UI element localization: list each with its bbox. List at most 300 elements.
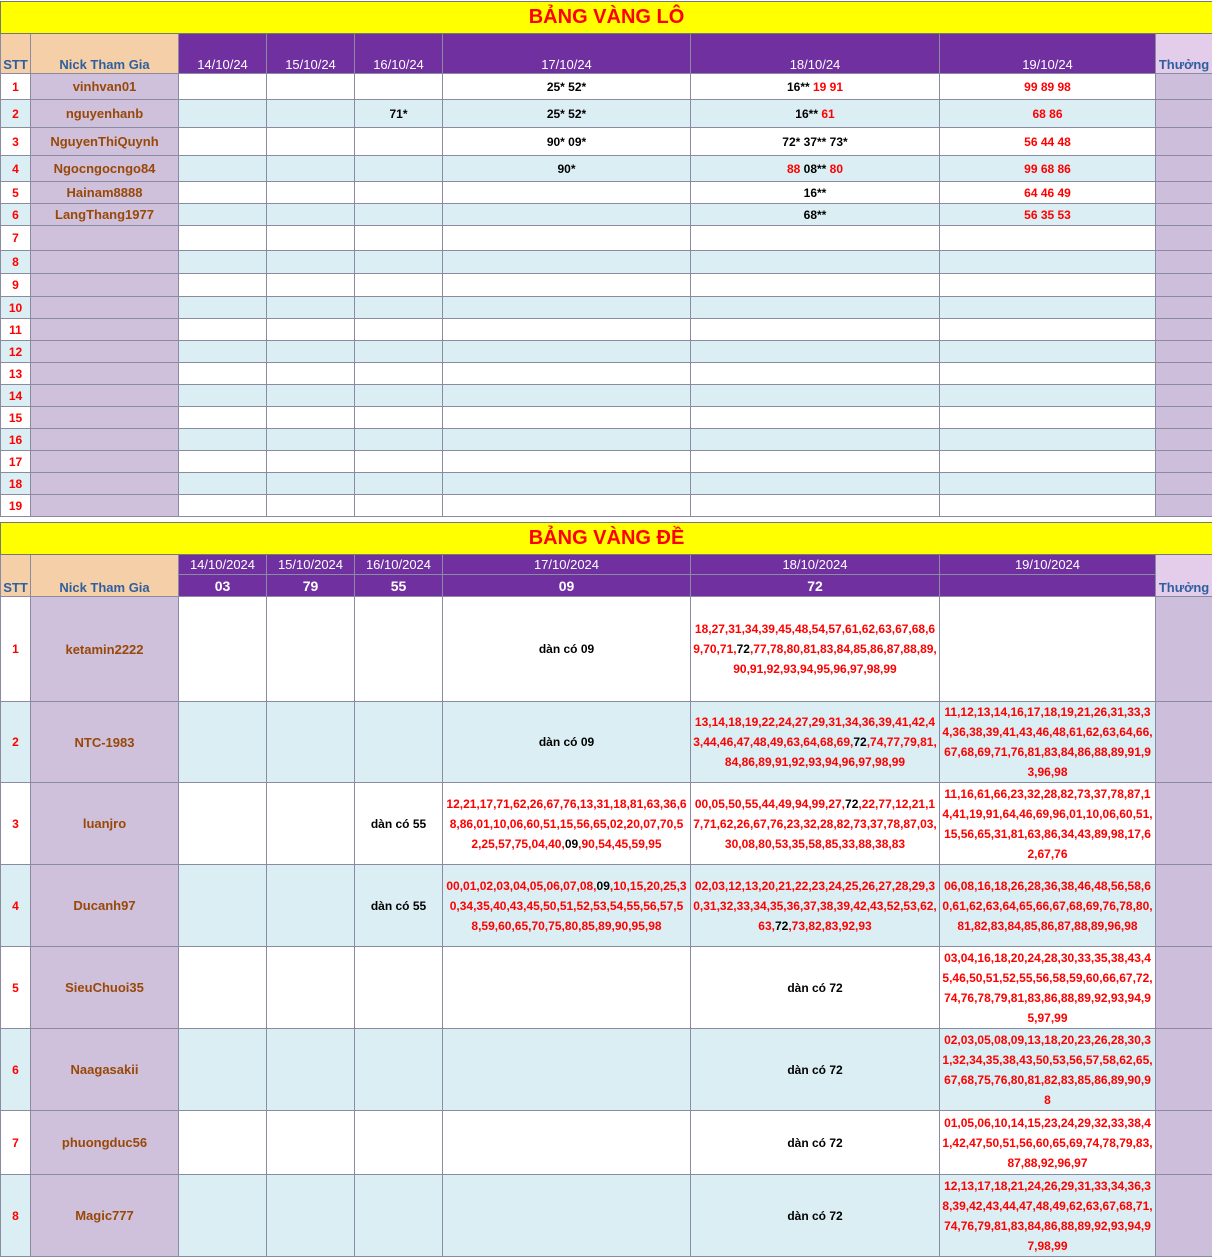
entry-text: 12,21,17,71,62,26,67,76,13,31,18,81,63,36,68,86,01,10,06,60,51,15,56,65,02,20,07,70,52,25,57,75,04,40, [446,796,687,851]
reward-cell [1156,473,1212,495]
entry-cell-day-1 [179,297,267,319]
entry-text: 16** [803,185,827,200]
row-number: 18 [1,473,31,495]
row-number: 19 [1,495,31,517]
entry-cell-day-5 [691,385,940,407]
entry-cell-day-1 [179,429,267,451]
table-row [1,865,1212,947]
entry-cell-day-2 [267,297,355,319]
lo-header-date-3: 16/10/24 [355,34,443,74]
nick-name [31,451,179,473]
de-header-date-3: 16/10/2024 [355,555,443,575]
reward-cell [1156,251,1212,274]
entry-cell-day-1 [179,865,267,947]
row-number: 6 [1,204,31,226]
entry-cell-day-6 [940,363,1156,385]
de-result-1: 03 [179,575,267,597]
entry-text: 08** [803,161,830,176]
nick-name [31,297,179,319]
nick-name: luanjro [31,783,179,865]
entry-text: 12,13,17,18,21,24,26,29,31,33,34,36,38,39,42,43,44,47,48,49,62,63,67,68,71,74,76,79,81,83,84,86,88,89,92,93,94,97,98,99 [942,1178,1153,1253]
reward-cell [1156,407,1212,429]
entry-cell-day-6 [940,473,1156,495]
nick-name: Hainam8888 [31,182,179,204]
entry-cell-day-3 [355,341,443,363]
entry-cell-day-6 [940,128,1156,156]
nick-name: nguyenhanb [31,100,179,128]
entry-cell-day-5 [691,274,940,297]
lo-title: BẢNG VÀNG LÔ [1,2,1212,34]
nick-name [31,407,179,429]
entry-text: 11,12,13,14,16,17,18,19,21,26,31,33,34,36,38,39,41,43,46,48,61,62,63,64,66,67,68,69,71,76,81,83,84,86,88,89,91,93,96,98 [942,705,1153,779]
nick-name [31,251,179,274]
entry-cell-day-2 [267,1111,355,1175]
entry-cell-day-4 [443,128,691,156]
entry-cell-day-4 [443,385,691,407]
row-number: 2 [1,100,31,128]
reward-cell [1156,495,1212,517]
entry-cell-day-2 [267,74,355,100]
entry-cell-day-4 [443,363,691,385]
entry-cell-day-5 [691,128,940,156]
entry-cell-day-5 [691,495,940,517]
entry-cell-day-4 [443,947,691,1029]
lo-body [1,74,1212,517]
entry-cell-day-1 [179,1175,267,1257]
entry-text: 90* [557,161,576,176]
reward-cell [1156,274,1212,297]
reward-cell [1156,74,1212,100]
entry-cell-day-5 [691,451,940,473]
entry-cell-day-6 [940,100,1156,128]
table-row [1,319,1212,341]
de-header-date-6: 19/10/2024 [940,555,1156,575]
entry-cell-day-6 [940,597,1156,702]
de-header-date-1: 14/10/2024 [179,555,267,575]
entry-text: 68** [803,207,827,222]
entry-text: 16** [795,106,822,121]
entry-cell-day-2 [267,865,355,947]
lo-header-thuong: Thưởng [1156,34,1212,74]
entry-cell-day-4 [443,407,691,429]
entry-text: 13,14,18,19,22,24,27,29,31,34,36,39,41,42,43,44,46,47,48,49,63,64,68,69, [693,715,936,749]
entry-cell-day-4 [443,865,691,947]
reward-cell [1156,385,1212,407]
entry-cell-day-1 [179,1111,267,1175]
entry-cell-day-3 [355,597,443,702]
entry-text: ,77,78,80,81,83,84,85,86,87,88,89,90,91,92,93,94,95,96,97,98,99 [733,642,937,676]
entry-cell-day-6 [940,74,1156,100]
entry-cell-day-2 [267,363,355,385]
table-row [1,182,1212,204]
entry-cell-day-4 [443,204,691,226]
entry-text: dàn có 72 [787,1135,843,1150]
entry-cell-day-6 [940,182,1156,204]
entry-cell-day-5 [691,1175,940,1257]
entry-text: 90* 09* [546,134,587,149]
entry-cell-day-5 [691,865,940,947]
entry-cell-day-3 [355,297,443,319]
de-result-6 [940,575,1156,597]
entry-text: 18,27,31,34,39,45,48,54,57,61,62,63,67,68,69,70,71, [693,622,936,656]
lo-header-date-1: 14/10/24 [179,34,267,74]
entry-cell-day-4 [443,297,691,319]
entry-cell-day-1 [179,451,267,473]
row-number: 2 [1,702,31,783]
entry-cell-day-6 [940,429,1156,451]
entry-cell-day-6 [940,1111,1156,1175]
table-row [1,297,1212,319]
entry-cell-day-1 [179,473,267,495]
reward-cell [1156,226,1212,251]
reward-cell [1156,1175,1212,1257]
table-row [1,1029,1212,1111]
entry-cell-day-1 [179,274,267,297]
entry-text: 00,05,50,55,44,49,94,99,27, [694,796,846,811]
entry-cell-day-1 [179,947,267,1029]
row-number: 3 [1,128,31,156]
entry-cell-day-1 [179,128,267,156]
entry-cell-day-5 [691,1111,940,1175]
row-number: 5 [1,947,31,1029]
reward-cell [1156,156,1212,182]
reward-cell [1156,1029,1212,1111]
entry-cell-day-2 [267,783,355,865]
entry-text: 72 [853,735,867,749]
de-header-thuong: Thưởng [1156,555,1212,597]
entry-cell-day-3 [355,407,443,429]
row-number: 9 [1,274,31,297]
entry-cell-day-1 [179,495,267,517]
row-number: 8 [1,1175,31,1257]
nick-name: LangThang1977 [31,204,179,226]
row-number: 1 [1,597,31,702]
entry-cell-day-2 [267,251,355,274]
reward-cell [1156,451,1212,473]
row-number: 7 [1,226,31,251]
nick-name: phuongduc56 [31,1111,179,1175]
entry-cell-day-5 [691,1029,940,1111]
entry-cell-day-6 [940,274,1156,297]
reward-cell [1156,341,1212,363]
entry-cell-day-2 [267,495,355,517]
entry-cell-day-2 [267,473,355,495]
entry-cell-day-4 [443,1029,691,1111]
de-result-3: 55 [355,575,443,597]
entry-text: ,10,15,20,25,30,34,35,40,43,45,50,51,52,53,54,55,56,57,58,59,60,65,70,75,80,85,89,90,95,98 [449,878,687,933]
table-row [1,1111,1212,1175]
entry-text: dàn có 09 [538,735,595,749]
entry-cell-day-1 [179,319,267,341]
entry-cell-day-3 [355,182,443,204]
lo-table [0,1,1212,517]
entry-cell-day-3 [355,702,443,783]
entry-cell-day-2 [267,182,355,204]
entry-cell-day-6 [940,341,1156,363]
table-row [1,495,1212,517]
entry-cell-day-6 [940,407,1156,429]
entry-cell-day-1 [179,702,267,783]
entry-text: ,90,54,45,59,95 [578,836,662,851]
entry-text: 99 68 86 [1024,161,1071,176]
entry-cell-day-5 [691,473,940,495]
entry-cell-day-3 [355,1175,443,1257]
entry-text: dàn có 55 [370,816,427,831]
entry-text: 06,08,16,18,26,28,36,38,46,48,56,58,60,61,62,63,64,65,66,67,68,69,76,78,80,81,82,83,84,85,86,87,88,89,96,98 [942,878,1153,933]
entry-cell-day-1 [179,182,267,204]
entry-cell-day-2 [267,407,355,429]
nick-name [31,385,179,407]
table-row [1,363,1212,385]
entry-cell-day-5 [691,204,940,226]
entry-cell-day-1 [179,74,267,100]
entry-cell-day-4 [443,251,691,274]
entry-text: 68 86 [1032,106,1063,121]
entry-cell-day-5 [691,251,940,274]
row-number: 16 [1,429,31,451]
de-result-2: 79 [267,575,355,597]
entry-cell-day-4 [443,100,691,128]
entry-text: dàn có 72 [787,1062,843,1077]
entry-cell-day-4 [443,226,691,251]
nick-name [31,473,179,495]
row-number: 14 [1,385,31,407]
entry-cell-day-3 [355,363,443,385]
nick-name: vinhvan01 [31,74,179,100]
entry-cell-day-4 [443,429,691,451]
entry-cell-day-6 [940,947,1156,1029]
entry-text: 02,03,12,13,20,21,22,23,24,25,26,27,28,29,30,31,32,33,34,35,36,37,38,39,42,43,52,53,62,63, [693,878,937,933]
reward-cell [1156,204,1212,226]
entry-cell-day-4 [443,1175,691,1257]
reward-cell [1156,865,1212,947]
entry-cell-day-5 [691,226,940,251]
entry-text: dàn có 72 [787,1208,843,1223]
entry-cell-day-5 [691,100,940,128]
entry-cell-day-6 [940,865,1156,947]
entry-cell-day-1 [179,251,267,274]
entry-cell-day-4 [443,783,691,865]
table-row [1,226,1212,251]
nick-name: Ducanh97 [31,865,179,947]
entry-cell-day-4 [443,597,691,702]
table-row [1,251,1212,274]
table-row [1,156,1212,182]
table-row [1,783,1212,865]
entry-cell-day-1 [179,363,267,385]
entry-cell-day-2 [267,226,355,251]
entry-cell-day-6 [940,297,1156,319]
entry-cell-day-3 [355,274,443,297]
entry-cell-day-5 [691,156,940,182]
entry-cell-day-3 [355,74,443,100]
row-number: 7 [1,1111,31,1175]
entry-cell-day-5 [691,319,940,341]
table-row [1,74,1212,100]
row-number: 3 [1,783,31,865]
entry-cell-day-2 [267,341,355,363]
entry-cell-day-5 [691,783,940,865]
entry-text: 00,01,02,03,04,05,06,07,08, [446,878,597,893]
row-number: 4 [1,156,31,182]
entry-cell-day-5 [691,947,940,1029]
entry-cell-day-2 [267,702,355,783]
entry-text: 72 [845,796,859,811]
entry-cell-day-6 [940,702,1156,783]
de-table [0,522,1212,1257]
entry-cell-day-4 [443,156,691,182]
entry-text: 72 [774,918,789,933]
row-number: 13 [1,363,31,385]
entry-text: ,22,77,12,21,17,71,62,26,67,76,23,32,28,82,73,37,78,87,03,30,08,80,53,35,58,85,33,88,38,83 [693,796,937,851]
entry-cell-day-1 [179,204,267,226]
nick-name: NguyenThiQuynh [31,128,179,156]
reward-cell [1156,319,1212,341]
entry-cell-day-2 [267,319,355,341]
table-row [1,451,1212,473]
entry-cell-day-3 [355,947,443,1029]
entry-text: 03,04,16,18,20,24,28,30,33,35,38,43,45,46,50,51,52,55,56,58,59,60,66,67,72,74,76,78,79,81,83,86,88,89,92,93,94,95,97,99 [942,950,1153,1025]
entry-cell-day-5 [691,297,940,319]
table-row [1,597,1212,702]
entry-text: dàn có 72 [787,980,843,995]
reward-cell [1156,128,1212,156]
reward-cell [1156,100,1212,128]
table-row [1,385,1212,407]
table-row [1,473,1212,495]
entry-cell-day-3 [355,1111,443,1175]
entry-cell-day-6 [940,783,1156,865]
entry-cell-day-6 [940,156,1156,182]
entry-text: 09 [596,878,610,893]
nick-name [31,274,179,297]
entry-cell-day-5 [691,341,940,363]
row-number: 1 [1,74,31,100]
entry-cell-day-2 [267,274,355,297]
table-row [1,407,1212,429]
table-row [1,429,1212,451]
entry-cell-day-1 [179,407,267,429]
entry-cell-day-3 [355,495,443,517]
entry-cell-day-2 [267,204,355,226]
entry-cell-day-6 [940,226,1156,251]
row-number: 15 [1,407,31,429]
entry-text: 80 [829,161,844,176]
entry-text: dàn có 09 [538,642,595,656]
row-number: 5 [1,182,31,204]
entry-text: 01,05,06,10,14,15,23,24,29,32,33,38,41,42,47,50,51,56,60,65,69,74,78,79,83,87,88,92,96,97 [942,1115,1153,1170]
entry-text: 25* 52* [546,79,587,94]
entry-text: 99 89 98 [1024,79,1071,94]
entry-cell-day-4 [443,702,691,783]
entry-text: 72 [736,642,750,656]
entry-cell-day-2 [267,1175,355,1257]
entry-cell-day-3 [355,865,443,947]
lo-header-date-6: 19/10/24 [940,34,1156,74]
entry-cell-day-1 [179,156,267,182]
entry-cell-day-2 [267,429,355,451]
row-number: 10 [1,297,31,319]
table-row [1,1175,1212,1257]
reward-cell [1156,429,1212,451]
row-number: 8 [1,251,31,274]
lo-header-date-4: 17/10/24 [443,34,691,74]
nick-name [31,429,179,451]
entry-cell-day-6 [940,495,1156,517]
entry-cell-day-6 [940,251,1156,274]
entry-text: 16** [786,79,813,94]
nick-name [31,341,179,363]
nick-name: Naagasakii [31,1029,179,1111]
reward-cell [1156,1111,1212,1175]
nick-name [31,495,179,517]
entry-cell-day-5 [691,182,940,204]
entry-cell-day-1 [179,597,267,702]
entry-cell-day-3 [355,1029,443,1111]
lo-header-date-2: 15/10/24 [267,34,355,74]
row-number: 4 [1,865,31,947]
row-number: 11 [1,319,31,341]
entry-text: 56 35 53 [1024,207,1071,222]
nick-name: NTC-1983 [31,702,179,783]
entry-cell-day-6 [940,385,1156,407]
de-body [1,597,1212,1257]
entry-cell-day-2 [267,451,355,473]
entry-cell-day-3 [355,226,443,251]
entry-cell-day-4 [443,473,691,495]
entry-cell-day-1 [179,385,267,407]
entry-cell-day-2 [267,128,355,156]
entry-cell-day-1 [179,226,267,251]
de-title: BẢNG VÀNG ĐỀ [1,523,1212,555]
entry-cell-day-5 [691,702,940,783]
row-number: 6 [1,1029,31,1111]
de-header-stt: STT [1,555,31,597]
entry-cell-day-1 [179,341,267,363]
entry-cell-day-5 [691,363,940,385]
entry-text: dàn có 55 [370,898,427,913]
entry-cell-day-4 [443,319,691,341]
nick-name [31,226,179,251]
nick-name: Ngocngocngo84 [31,156,179,182]
table-row [1,204,1212,226]
entry-cell-day-2 [267,947,355,1029]
entry-cell-day-2 [267,156,355,182]
reward-cell [1156,597,1212,702]
reward-cell [1156,783,1212,865]
entry-cell-day-5 [691,74,940,100]
table-row [1,274,1212,297]
table-row [1,100,1212,128]
entry-cell-day-4 [443,274,691,297]
de-header-date-4: 17/10/2024 [443,555,691,575]
entry-cell-day-3 [355,783,443,865]
entry-cell-day-3 [355,319,443,341]
entry-text: ,74,77,79,81,84,86,89,91,92,93,94,96,97,98,99 [724,735,937,769]
entry-cell-day-4 [443,451,691,473]
entry-text: 25* 52* [546,106,587,121]
entry-cell-day-2 [267,100,355,128]
entry-text: 72* 37** 73* [782,134,848,149]
table-row [1,947,1212,1029]
entry-cell-day-5 [691,429,940,451]
entry-cell-day-4 [443,182,691,204]
entry-cell-day-4 [443,74,691,100]
entry-text: 11,16,61,66,23,32,28,82,73,37,78,87,14,41,19,91,64,46,69,96,01,10,06,60,51,15,56,65,31,81,63,86,34,43,89,98,17,62,67,76 [942,786,1153,861]
entry-cell-day-1 [179,783,267,865]
entry-cell-day-3 [355,204,443,226]
entry-text: 19 91 [813,79,844,94]
